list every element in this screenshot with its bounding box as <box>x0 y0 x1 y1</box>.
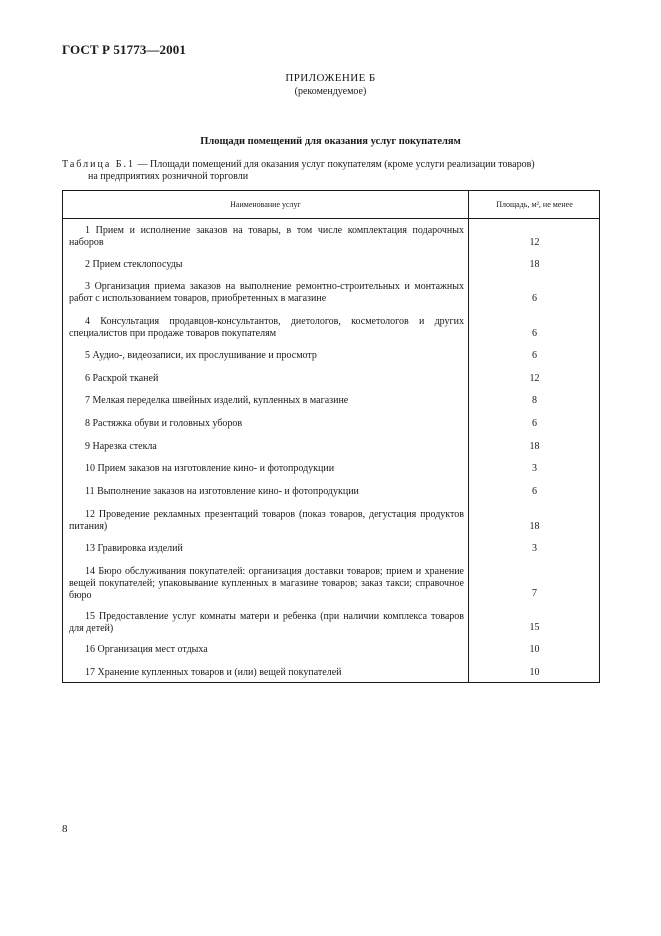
row-service: 4 Консультация продавцов-консультантов, диетологов, косметологов и других специалистов при продаже товаров покупателям <box>69 316 464 339</box>
table-caption <box>62 159 602 183</box>
row-service: 11 Выполнение заказов на изготовление кино- и фотопродукции <box>85 486 359 497</box>
row-area: 12 <box>529 373 540 384</box>
row-area: 18 <box>529 259 540 270</box>
row-area: 6 <box>532 293 537 304</box>
row-service: 16 Организация мест отдыха <box>85 644 208 655</box>
page-number: 8 <box>62 823 68 835</box>
row-area: 8 <box>532 395 537 406</box>
row-service: 17 Хранение купленных товаров и (или) вещей покупателей <box>85 667 342 678</box>
row-service: 6 Раскрой тканей <box>85 373 159 384</box>
row-area: 10 <box>529 644 540 655</box>
row-area: 6 <box>532 418 537 429</box>
row-service: 10 Прием заказов на изготовление кино- и фотопродукции <box>85 463 335 474</box>
row-service: 2 Прием стеклопосуды <box>85 259 183 270</box>
row-service: 8 Растяжка обуви и головных уборов <box>85 418 243 429</box>
row-area: 18 <box>529 441 540 452</box>
row-service: 13 Гравировка изделий <box>85 543 183 554</box>
row-area: 6 <box>532 350 537 361</box>
table-header-divider <box>63 218 599 219</box>
table-caption-text: — Площади помещений для оказания услуг покупателям (кроме услуги реализации товаров) <box>135 159 535 170</box>
row-service: 9 Нарезка стекла <box>85 441 157 452</box>
standard-code: ГОСТ Р 51773—2001 <box>62 42 186 57</box>
row-area: 15 <box>529 622 540 633</box>
row-service: 1 Прием и исполнение заказов на товары, в том числе комплектация подарочных наборов <box>69 225 464 248</box>
appendix-title: ПРИЛОЖЕНИЕ Б <box>285 72 376 84</box>
row-service: 15 Предоставление услуг комнаты матери и ребенка (при наличии комплекса товаров для детей) <box>69 611 464 634</box>
services-area-table <box>62 190 600 683</box>
column-header-service-name: Наименование услуг <box>230 200 301 209</box>
table-caption-line2: на предприятиях розничной торговли <box>88 171 249 182</box>
section-heading: Площади помещений для оказания услуг покупателям <box>200 136 461 147</box>
row-area: 3 <box>532 543 537 554</box>
row-service: 12 Проведение рекламных презентаций товаров (показ товаров, дегустация продуктов питания) <box>69 509 464 532</box>
column-header-area: Площадь, м², не менее <box>496 200 573 209</box>
row-service: 7 Мелкая переделка швейных изделий, купленных в магазине <box>85 395 349 406</box>
row-area: 6 <box>532 486 537 497</box>
appendix-note: (рекомендуемое) <box>294 86 367 97</box>
row-area: 3 <box>532 463 537 474</box>
row-service: 3 Организация приема заказов на выполнение ремонтно-строительных и монтажных работ с использованием товаров, приобретенных в магазине <box>69 281 464 304</box>
row-area: 10 <box>529 667 540 678</box>
row-area: 12 <box>529 237 540 248</box>
row-area: 18 <box>529 521 540 532</box>
table-caption-label: Таблица Б.1 <box>62 159 136 170</box>
row-service: 5 Аудио-, видеозаписи, их прослушивание и просмотр <box>85 350 317 361</box>
row-area: 6 <box>532 328 537 339</box>
row-area: 7 <box>532 588 537 599</box>
row-service: 14 Бюро обслуживания покупателей: организация доставки товаров; прием и хранение вещей покупателей; упаковывание купленных в магазине товаров; заказ такси; справочное бюро <box>69 566 464 601</box>
